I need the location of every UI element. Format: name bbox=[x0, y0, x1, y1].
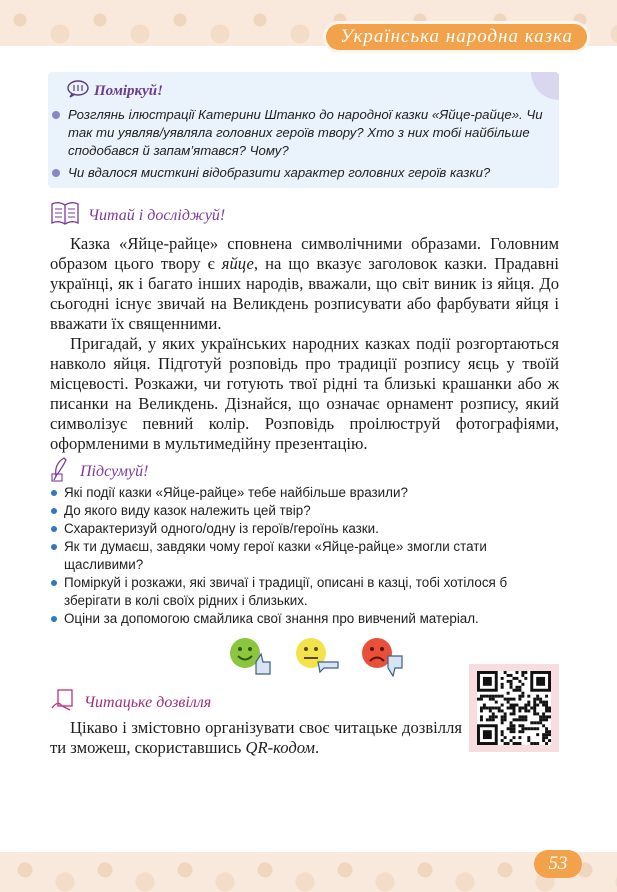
book-icon bbox=[50, 200, 80, 231]
bullet-icon bbox=[52, 111, 60, 119]
decorative-bottom-border bbox=[0, 852, 617, 892]
neutral-smiley-icon[interactable] bbox=[294, 636, 338, 678]
list-item: Чи вдалося мисткині відобразити характер головних героїв казки? bbox=[58, 164, 545, 182]
read-section-title: Читай і досліджуй! bbox=[50, 200, 225, 231]
list-item: Оціни за допомогою смайлика свої знання про вивчений матеріал. bbox=[50, 610, 562, 628]
ticket-icon bbox=[50, 688, 76, 717]
think-bubble-icon bbox=[66, 80, 90, 103]
smiley-rating bbox=[228, 636, 404, 678]
paragraph: Казка «Яйце-райце» сповнена символічними образами. Головним образом цього твору є яйце, на що вказує заголовок казки. Прадавні українці, як і багато інших народів, вважали, що світ виник із яйця. До сьогодні існує звичай на Великдень розписувати або фарбувати яйця і вважати їх священними. bbox=[50, 234, 559, 333]
paragraph: Пригадай, у яких українських народних казках події розгортаються навколо яйця. Підготуй розповідь про традиції розпису яєць у твоїй місцевості. Розкажи, чи готують твої рідні та близькі крашанки або ж писанки на Великдень. Дізнайся, що означає орнамент розпису, який символізує певний колір. Розповідь проілюструй фотографіями, оформленими в мультимедійну презентацію. bbox=[50, 334, 559, 453]
leisure-text bbox=[50, 718, 462, 758]
list-item: Схарактеризуй одного/одну із героїв/героїнь казки. bbox=[50, 520, 562, 538]
list-item: Які події казки «Яйце-райце» тебе найбільше вразили? bbox=[50, 484, 562, 502]
bullet-icon bbox=[51, 544, 57, 550]
qr-code-icon bbox=[477, 671, 551, 745]
think-items bbox=[58, 106, 545, 186]
qr-code[interactable] bbox=[469, 664, 559, 752]
chapter-header: Українська народна казка bbox=[326, 24, 587, 50]
bullet-icon bbox=[51, 490, 57, 496]
think-title: Поміркуй! bbox=[66, 80, 163, 103]
sad-smiley-icon[interactable] bbox=[360, 636, 404, 678]
read-section-text bbox=[50, 234, 559, 454]
quill-icon bbox=[50, 456, 72, 487]
summary-list bbox=[50, 484, 562, 628]
paragraph: Цікаво і змістовно організувати своє читацьке дозвілля ти зможеш, скориставшись QR-кодом. bbox=[50, 718, 462, 757]
summary-title: Підсумуй! bbox=[50, 456, 148, 487]
bullet-icon bbox=[51, 580, 57, 586]
list-item: Розглянь ілюстрації Катерини Штанко до народної казки «Яйце-райце». Чи так ти уявляв/уявляла головних героїв твору? Хто з них тобі найбільше сподобався й запам’ятався? Чому? bbox=[58, 106, 545, 160]
bullet-icon bbox=[51, 526, 57, 532]
bullet-icon bbox=[51, 508, 57, 514]
leisure-title: Читацьке дозвілля bbox=[50, 688, 211, 717]
list-item: До якого виду казок належить цей твір? bbox=[50, 502, 562, 520]
think-box bbox=[48, 72, 559, 188]
corner-decoration bbox=[531, 72, 559, 100]
list-item: Поміркуй і розкажи, які звичаї і традиції, описані в казці, тобі хотілося б зберігати в колі своїх рідних і близьких. bbox=[50, 574, 562, 610]
bullet-icon bbox=[52, 169, 60, 177]
happy-smiley-icon[interactable] bbox=[228, 636, 272, 678]
bullet-icon bbox=[51, 616, 57, 622]
list-item: Як ти думаєш, завдяки чому герої казки «Яйце-райце» змогли стати щасливими? bbox=[50, 538, 562, 574]
page-number: 53 bbox=[534, 850, 582, 878]
